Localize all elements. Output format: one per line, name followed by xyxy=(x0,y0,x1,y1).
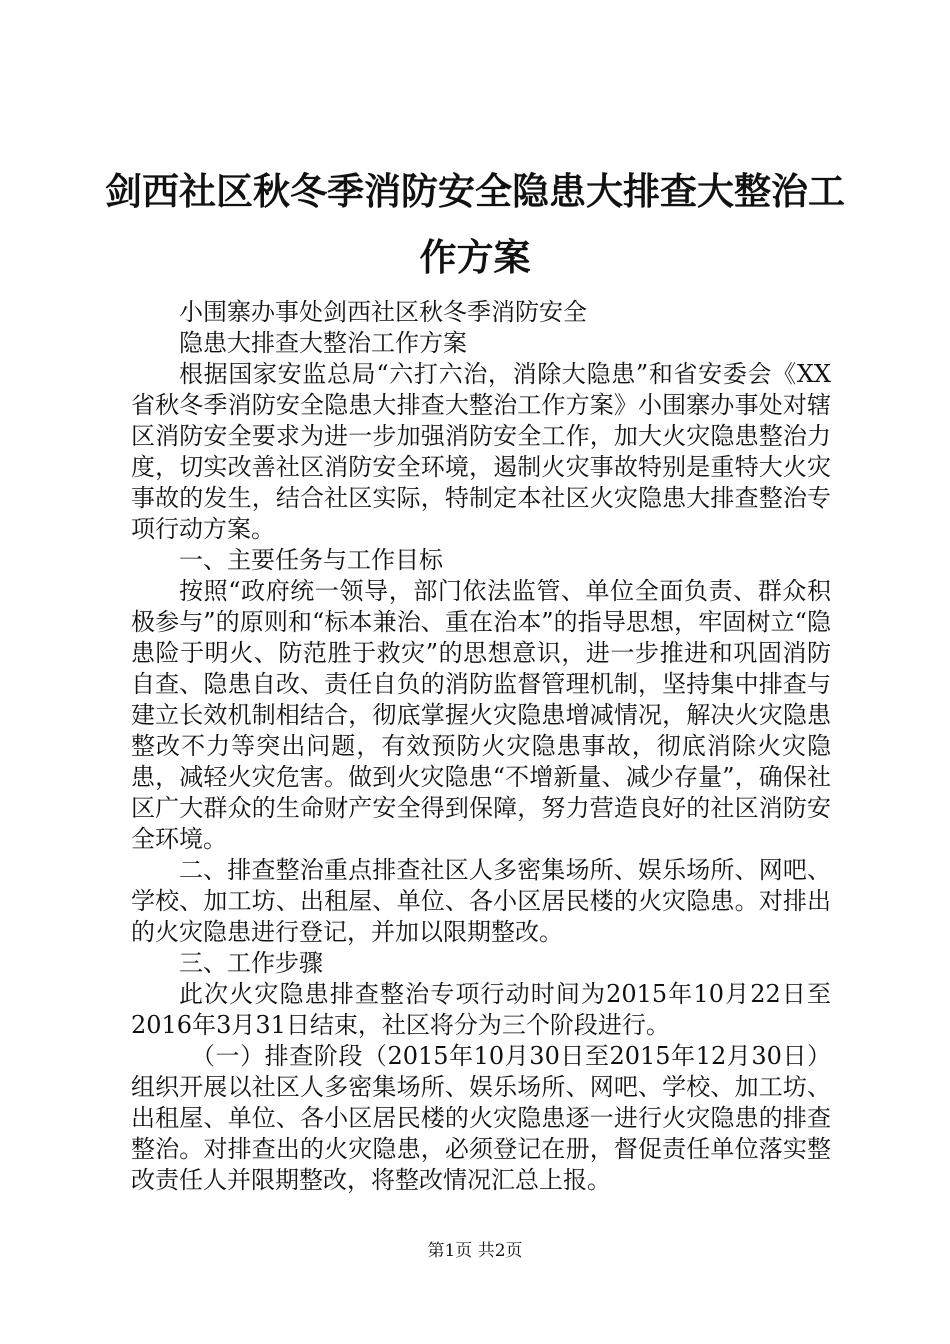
page-number: 第1页 xyxy=(427,1241,473,1261)
section-3-paragraph: 此次火灾隐患排查整治专项行动时间为2015年10月22日至2016年3月31日结束，社区将分为三个阶段进行。 xyxy=(131,980,831,1039)
document-title: 剑西社区秋冬季消防安全隐患大排查大整治工作方案 xyxy=(105,169,845,279)
section-1-paragraph: 按照“政府统一领导，部门依法监管、单位全面负责、群众积极参与”的原则和“标本兼治、重在治本”的指导思想，牢固树立“隐患险于明火、防范胜于救灾”的思想意识，进一步推进和巩固消防自查、隐患自改、责任自负的消防监督管理机制，坚持集中排查与建立长效机制相结合，彻底掌握火灾隐患增减情况，解决火灾隐患整改不力等突出问题，有效预防火灾隐患事故，彻底消除火灾隐患，减轻火灾危害。做到火灾隐患“不增新量、减少存量”，确保社区广大群众的生命财产安全得到保障，努力营造良好的社区消防安全环境。 xyxy=(131,577,831,853)
section-heading-3: 三、工作步骤 xyxy=(179,949,323,977)
intro-paragraph: 根据国家安监总局“六打六治，消除大隐患”和省安委会《XX省秋冬季消防安全隐患大排查大整治工作方案》小围寨办事处对辖区消防安全要求为进一步加强消防安全工作，加大火灾隐患整治力度，切实改善社区消防安全环境，遏制火灾事故特别是重特大火灾事故的发生，结合社区实际，特制定本社区火灾隐患大排查整治专项行动方案。 xyxy=(131,360,831,543)
subtitle-line-1: 小围寨办事处剑西社区秋冬季消防安全 xyxy=(179,298,587,326)
document-body xyxy=(131,297,831,1196)
stage-1-paragraph: （一）排查阶段（2015年10月30日至2015年12月30日）组织开展以社区人多密集场所、娱乐场所、网吧、学校、加工坊、出租屋、单位、各小区居民楼的火灾隐患逐一进行火灾隐患的排查整治。对排查出的火灾隐患，必须登记在册，督促责任单位落实整改责任人并限期整改，将整改情况汇总上报。 xyxy=(131,1042,831,1194)
page-footer xyxy=(0,1240,950,1262)
section-heading-1: 一、主要任务与工作目标 xyxy=(179,546,443,574)
section-2-paragraph: 二、排查整治重点排查社区人多密集场所、娱乐场所、网吧、学校、加工坊、出租屋、单位、各小区居民楼的火灾隐患。对排出的火灾隐患进行登记，并加以限期整改。 xyxy=(131,856,831,946)
subtitle-line-2: 隐患大排查大整治工作方案 xyxy=(179,329,467,357)
page-total: 共2页 xyxy=(477,1241,523,1261)
